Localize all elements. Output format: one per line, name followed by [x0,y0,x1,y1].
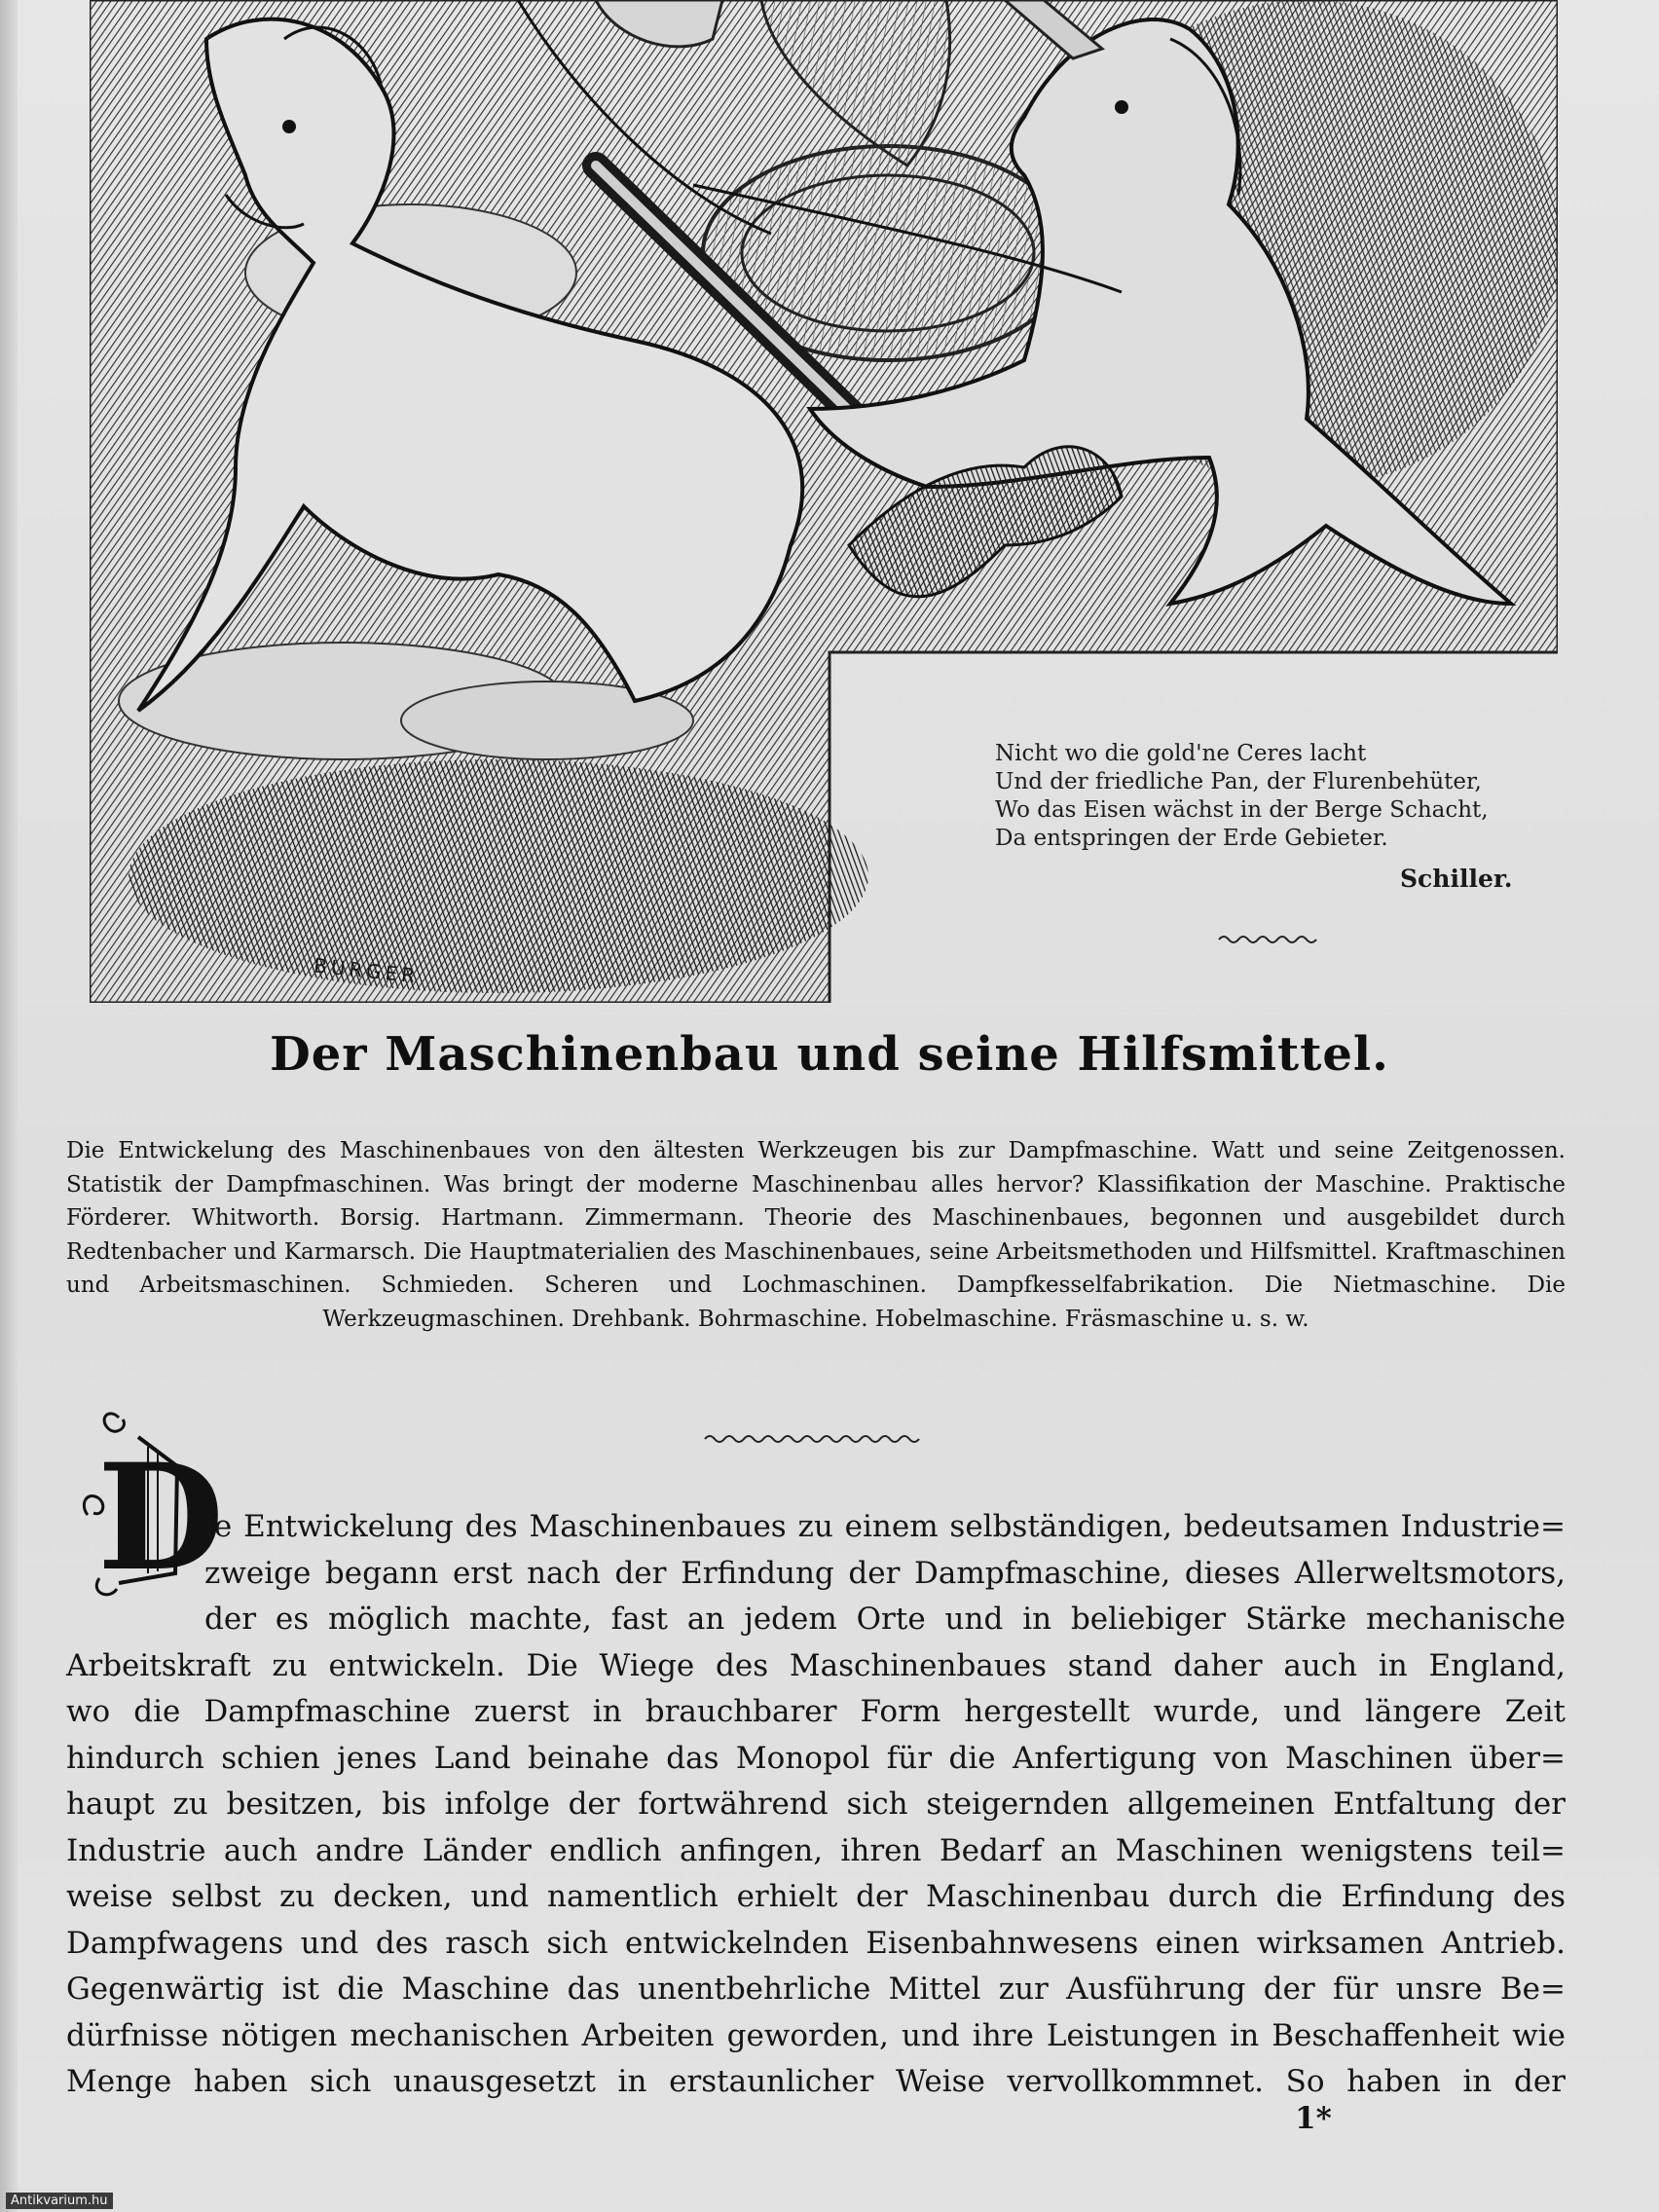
body-line: ie Entwickelung des Maschinenbaues zu einem selbständigen, bedeutsamen Industrie= [204,1509,1566,1544]
body-line: Menge haben sich unausgesetzt in erstaunlicher Weise vervollkommnet. So haben in der [66,2064,1566,2099]
body-line: Arbeitskraft zu entwickeln. Die Wiege des Maschinenbaues stand daher auch in England, [66,1647,1566,1683]
body-line: zweige begann erst nach der Erfindung der Dampfmaschine, dieses Allerweltsmotors, [204,1555,1566,1591]
page-edge-shadow [0,0,18,2212]
body-line: Gegenwärtig ist die Maschine das unentbehrliche Mittel zur Ausführung der für unsre Be= [66,1972,1566,2007]
epigraph-poem [995,740,1521,853]
body-line: wo die Dampfmaschine zuerst in brauchbarer Form hergestellt wurde, und längere Zeit [66,1694,1566,1729]
drop-cap-letter: D [97,1432,225,1604]
poem-line: Da entspringen der Erde Gebieter. [995,826,1388,851]
body-line: dürfnisse nötigen mechanischen Arbeiten geworden, und ihre Leistungen in Beschaffenheit wie [66,2017,1566,2053]
body-line: Dampfwagens und des rasch sich entwickelnden Eisenbahnwesens einen wirksamen Antrieb. [66,1925,1566,1961]
poem-author: Schiller. [1400,865,1513,893]
body-line: Industrie auch andre Länder endlich anfingen, ihren Bedarf an Maschinen wenigstens teil= [66,1832,1566,1868]
body-text [66,1504,1566,2106]
body-line: weise selbst zu decken, und namentlich erhielt der Maschinenbau durch die Erfindung des [66,1879,1566,1914]
poem-line: Nicht wo die gold'ne Ceres lacht [995,741,1367,766]
watermark: Antikvarium.hu [6,2193,113,2209]
body-line: der es möglich machte, fast an jedem Orte und in beliebiger Stärke mechanische [204,1602,1566,1637]
body-line: hindurch schien jenes Land beinahe das Monopol für die Anfertigung von Maschinen über= [66,1740,1566,1776]
poem-line: Und der friedliche Pan, der Flurenbehüter, [995,769,1482,794]
engraver-signature: BURGER [313,953,421,988]
page-number: 1* [1295,2101,1332,2136]
poem-line: Wo das Eisen wächst in der Berge Schacht, [995,797,1489,823]
ornament-divider [703,1431,927,1447]
chapter-summary: Die Entwickelung des Maschinenbaues von den ältesten Werkzeugen bis zur Dampfmaschine. Watt und seine Zeitgenossen. Statistik der Dampfmaschinen. Was bringt der moderne Maschinenbau alles hervor? Klassifikation der Maschine. Praktische Förderer. Whitworth. Borsig. Hartmann. Zimmermann. Theorie des Maschinenbaues, begonnen und ausgebildet durch Redtenbacher und Karmarsch. Die Hauptmaterialien des Maschinenbaues, seine Arbeitsmethoden und Hilfsmittel. Kraftmaschinen und Arbeitsmaschinen. Schmieden. Scheren und Lochmaschinen. Dampfkesselfabrikation. Die Nietmaschine. Die Werkzeugmaschinen. Drehbank. Bohrmaschine. Hobelmaschine. Fräsmaschine u. s. w. [66,1138,1566,1332]
body-line: haupt zu besitzen, bis infolge der fortwährend sich steigernden allgemeinen Entfaltung der [66,1787,1566,1822]
chapter-title: Der Maschinenbau und seine Hilfsmittel. [270,1027,1389,1082]
dark-cloud-shape [129,759,868,993]
ornament-divider [1217,933,1324,946]
